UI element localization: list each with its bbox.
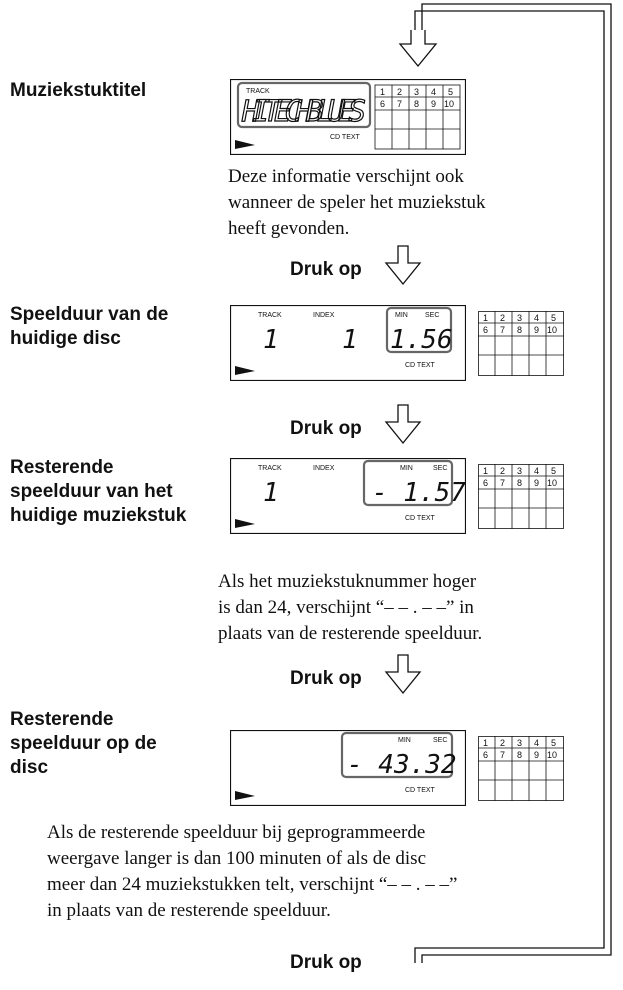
svg-text:1: 1 [483, 313, 489, 323]
index-indicator: INDEX [313, 465, 335, 472]
cd-text-indicator: CD TEXT [405, 362, 435, 369]
track-number: 1 [263, 325, 279, 355]
label-remaining-track: Resterende speelduur van het huidige muziekstuk [10, 457, 187, 526]
svg-text:6: 6 [483, 325, 489, 335]
remaining-track-time: - 1.57 [372, 478, 466, 508]
sec-indicator: SEC [433, 737, 448, 744]
svg-text:3: 3 [517, 313, 523, 323]
label-track-title: Muziekstuktitel [10, 80, 147, 101]
svg-text:4: 4 [534, 466, 540, 476]
svg-text:2: 2 [500, 738, 506, 748]
svg-text:8: 8 [517, 325, 523, 335]
press-label: Druk op [290, 668, 362, 689]
svg-text:4: 4 [431, 87, 437, 97]
svg-text:5: 5 [551, 313, 557, 323]
svg-text:9: 9 [534, 478, 540, 488]
svg-text:10: 10 [547, 325, 558, 335]
svg-text:7: 7 [500, 478, 506, 488]
svg-text:5: 5 [551, 738, 557, 748]
svg-text:4: 4 [534, 738, 540, 748]
note-program-over-100: Als de resterende speelduur bij geprogrammeerde weergave langer is dan 100 minuten of als de disc meer dan 24 muziekstukken telt, verschijnt “– – . – –” in plaats van de resterende speelduur. [47, 822, 458, 921]
down-arrow-icon [386, 405, 420, 443]
svg-text:7: 7 [397, 99, 403, 109]
svg-text:10: 10 [547, 478, 558, 488]
svg-text:2: 2 [500, 313, 506, 323]
svg-text:7: 7 [500, 325, 506, 335]
track-indicator: TRACK [258, 312, 282, 319]
svg-text:10: 10 [444, 99, 455, 109]
svg-text:3: 3 [414, 87, 420, 97]
lcd-display-remaining-track [230, 458, 466, 534]
svg-text:1: 1 [380, 87, 386, 97]
cd-text-indicator: CD TEXT [405, 515, 435, 522]
index-number: 1 [342, 325, 358, 355]
sec-indicator: SEC [433, 465, 448, 472]
index-indicator: INDEX [313, 312, 335, 319]
svg-text:3: 3 [517, 466, 523, 476]
svg-text:2: 2 [397, 87, 403, 97]
track-grid [478, 736, 564, 802]
press-label: Druk op [290, 259, 362, 280]
min-indicator: MIN [395, 312, 408, 319]
svg-text:8: 8 [414, 99, 420, 109]
min-indicator: MIN [398, 737, 411, 744]
down-arrow-icon [400, 30, 436, 66]
svg-text:8: 8 [517, 478, 523, 488]
svg-text:9: 9 [534, 325, 540, 335]
down-arrow-icon [386, 655, 420, 693]
svg-text:5: 5 [448, 87, 454, 97]
lcd-display-title [230, 79, 466, 155]
note-track-over-24: Als het muziekstuknummer hoger is dan 24, verschijnt “– – . – –” in plaats van de resterende speelduur. [218, 571, 483, 644]
cd-text-title: HITECHBLUES [242, 94, 367, 128]
sec-indicator: SEC [425, 312, 440, 319]
svg-text:6: 6 [483, 750, 489, 760]
svg-text:6: 6 [483, 478, 489, 488]
svg-text:9: 9 [534, 750, 540, 760]
svg-text:5: 5 [551, 466, 557, 476]
svg-text:7: 7 [500, 750, 506, 760]
elapsed-time: 1.56 [390, 325, 453, 355]
remaining-disc-time: - 43.32 [347, 750, 457, 780]
svg-text:9: 9 [431, 99, 437, 109]
press-label: Druk op [290, 418, 362, 439]
cd-text-indicator: CD TEXT [330, 134, 360, 141]
track-grid [478, 464, 564, 530]
svg-text:6: 6 [380, 99, 386, 109]
svg-text:3: 3 [517, 738, 523, 748]
track-number: 1 [263, 478, 279, 508]
press-label: Druk op [290, 952, 362, 973]
track-grid [478, 311, 564, 377]
svg-text:2: 2 [500, 466, 506, 476]
lcd-display-remaining-disc [230, 730, 466, 806]
svg-text:1: 1 [483, 466, 489, 476]
svg-text:4: 4 [534, 313, 540, 323]
label-remaining-disc: Resterende speelduur op de disc [10, 709, 157, 778]
lcd-display-elapsed [230, 305, 466, 381]
label-elapsed-disc: Speelduur van de huidige disc [10, 304, 169, 349]
down-arrow-icon [386, 246, 420, 284]
cd-text-indicator: CD TEXT [405, 787, 435, 794]
svg-text:10: 10 [547, 750, 558, 760]
min-indicator: MIN [400, 465, 413, 472]
note-track-found: Deze informatie verschijnt ook wanneer de speler het muziekstuk heeft gevonden. [228, 166, 486, 239]
track-indicator: TRACK [246, 88, 270, 95]
track-indicator: TRACK [258, 465, 282, 472]
svg-text:8: 8 [517, 750, 523, 760]
svg-text:1: 1 [483, 738, 489, 748]
